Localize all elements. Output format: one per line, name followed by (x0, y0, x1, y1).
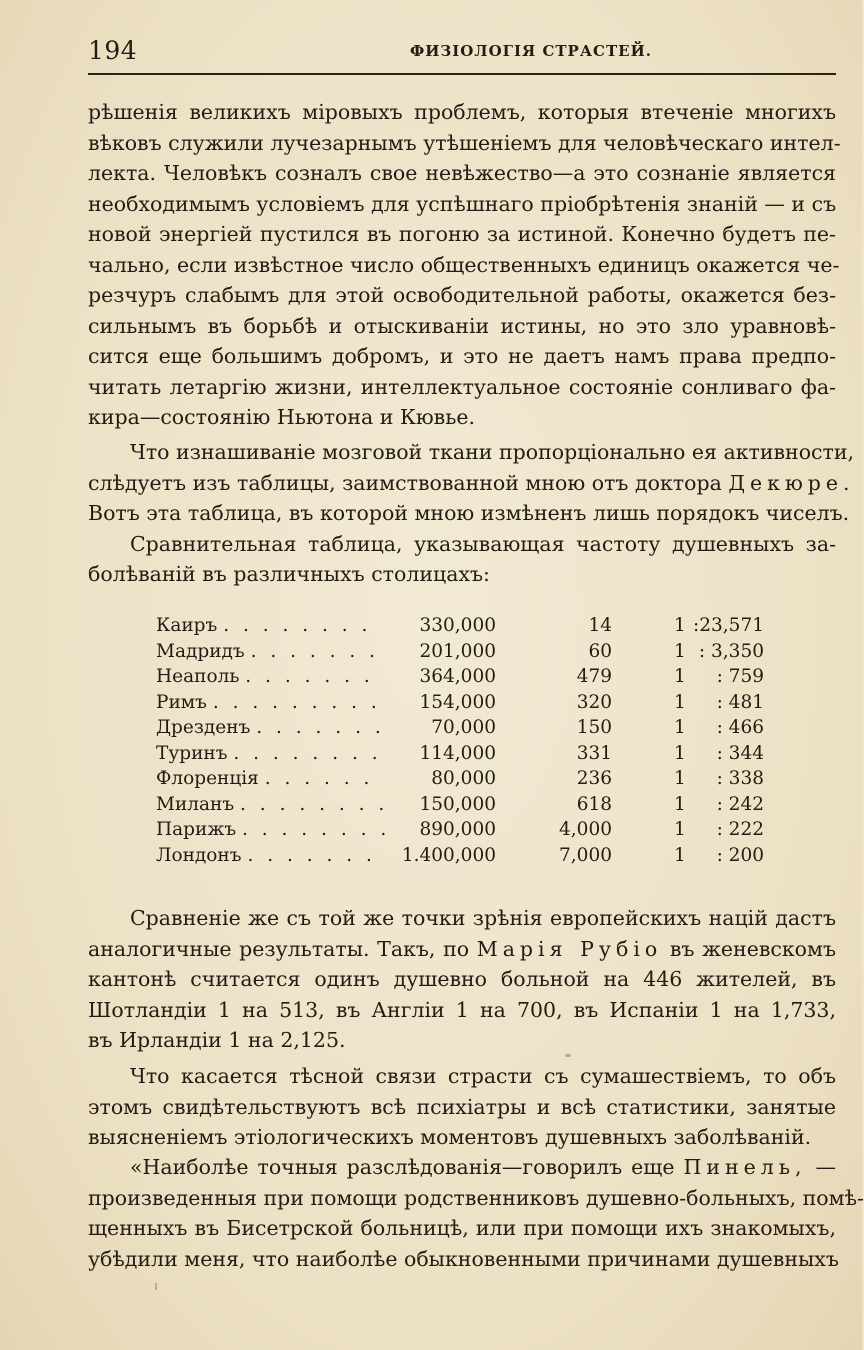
text-fragment: аналогичные результаты. Такъ, по (88, 936, 477, 961)
ratio-cell: : 344 (716, 742, 764, 764)
author-name-pinel: Пинель, (683, 1155, 807, 1179)
leader-dots: . . . . . . . (250, 640, 380, 662)
ratio-one-cell: 1 (674, 691, 686, 713)
ratio-cell: : 338 (716, 768, 764, 789)
cases-cell: 4,000 (559, 819, 612, 840)
text-line: вѣковъ служили лучезарнымъ утѣшеніемъ для человѣческаго интел- (88, 130, 841, 155)
ratio-one-cell: 1 (674, 819, 686, 840)
text-line: щенныхъ въ Бисетрской больницѣ, или при помощи ихъ знакомыхъ, (88, 1216, 836, 1240)
city-name: Неаполь (156, 666, 240, 687)
cases-cell: 150 (576, 717, 612, 738)
table-row (156, 641, 796, 667)
text-line (88, 468, 855, 499)
text-line: кира—состоянію Ньютона и Кювье. (88, 405, 476, 429)
running-title: ФИЗІОЛОГІЯ СТРАСТЕЙ. (410, 42, 652, 60)
cases-cell: 236 (576, 768, 612, 789)
leader-dots: . . . . . . . (256, 717, 385, 738)
population-cell: 154,000 (419, 691, 496, 713)
population-cell: 114,000 (419, 742, 496, 764)
text-line: кантонѣ считается одинъ душевно больной на 446 жителей, въ (88, 967, 836, 991)
ratio-cell: : 481 (716, 691, 764, 713)
city-name: Мадридъ (156, 640, 245, 662)
ratio-one-cell: 1 (674, 844, 686, 866)
text-line: резчуръ слабымъ для этой освободительной работы, окажется без- (88, 283, 836, 307)
text-line (88, 934, 836, 965)
table-caption: Сравнительная таблица, указывающая частоту душевныхъ за- (130, 531, 836, 556)
ratio-cell: : 200 (716, 844, 764, 866)
text-fragment: слѣдуетъ изъ таблицы, заимствованной мною отъ доктора (88, 470, 729, 495)
text-line (88, 1152, 836, 1183)
city-cell (156, 615, 401, 636)
city-cell (156, 641, 401, 662)
author-name-dekure: Декюре. (728, 470, 855, 495)
city-name: Каиръ (156, 615, 218, 636)
text-line: Вотъ эта таблица, въ которой мною измѣненъ лишь порядокъ чиселъ. (88, 501, 850, 525)
text-line: чально, если извѣстное число общественныхъ единицъ окажется че- (88, 252, 840, 277)
population-cell: 80,000 (431, 768, 496, 789)
text-fragment: въ женевскомъ (662, 936, 837, 961)
cases-cell: 7,000 (559, 844, 612, 866)
table-row (156, 743, 796, 769)
text-line: Что касается тѣсной связи страсти съ сумашествіемъ, то объ (130, 1064, 836, 1088)
paragraph-2 (88, 437, 855, 590)
cases-cell: 14 (588, 615, 612, 636)
population-cell: 201,000 (419, 640, 496, 662)
asylum-statistics-table (156, 615, 796, 870)
header-rule (88, 73, 836, 75)
population-cell: 330,000 (419, 615, 496, 636)
table-row (156, 794, 796, 820)
population-cell: 890,000 (419, 819, 496, 840)
table-row (156, 717, 796, 743)
city-name: Миланъ (156, 793, 235, 815)
ratio-cell: : 242 (716, 793, 764, 815)
leader-dots: . . . . . . . . (233, 742, 382, 764)
city-name: Флоренція (156, 768, 259, 789)
table-row (156, 845, 796, 871)
text-fragment: «Наиболѣе точныя разслѣдованія—говорилъ еще (130, 1155, 684, 1179)
ratio-one-cell: 1 (674, 768, 686, 789)
text-line: новой энергіей пустился въ погоню за истиной. Конечно будетъ пе- (88, 222, 836, 246)
city-name: Лондонъ (156, 844, 242, 866)
paragraph-3 (88, 903, 836, 1056)
population-cell: 70,000 (431, 717, 496, 738)
page-number: 194 (88, 36, 138, 65)
paragraph-1 (88, 97, 841, 433)
city-cell (156, 794, 401, 815)
city-cell (156, 717, 401, 738)
leader-dots: . . . . . . . . . (212, 691, 381, 713)
population-cell: 364,000 (419, 666, 496, 687)
ratio-cell: : 759 (716, 666, 764, 687)
ratio-one-cell: 1 (674, 666, 686, 687)
text-line: произведенныя при помощи родственниковъ душевно-больныхъ, помѣ- (88, 1185, 864, 1210)
table-caption: болѣваній въ различныхъ столицахъ: (88, 562, 490, 586)
text-line: читать летаргію жизни, интеллектуальное состояніе сонливаго фа- (88, 374, 836, 399)
leader-dots: . . . . . . . . (223, 615, 372, 636)
ratio-cell: :23,571 (693, 615, 764, 636)
table-row (156, 666, 796, 692)
city-name: Туринъ (156, 742, 228, 764)
city-cell (156, 743, 401, 764)
text-line: рѣшенія великихъ міровыхъ проблемъ, которыя втеченіе многихъ (88, 100, 836, 124)
ratio-one-cell: 1 (674, 742, 686, 764)
text-line: Сравненіе же съ той же точки зрѣнія европейскихъ націй дастъ (130, 906, 836, 930)
text-line: выясненіемъ этіологическихъ моментовъ душевныхъ заболѣваній. (88, 1125, 812, 1149)
text-line: лекта. Человѣкъ созналъ свое невѣжество—а это сознаніе является (88, 161, 836, 185)
ratio-one-cell: 1 (674, 793, 686, 815)
population-cell: 150,000 (419, 793, 496, 815)
leader-dots: . . . . . . . (245, 666, 374, 687)
text-line: Что изнашиваніе мозговой ткани пропорціонально ея активности, (130, 440, 855, 464)
cases-cell: 331 (576, 742, 612, 764)
city-name: Римъ (156, 691, 207, 713)
city-cell (156, 845, 401, 866)
text-line: сильнымъ въ борьбѣ и отыскиваніи истины, но это зло уравновѣ- (88, 313, 836, 338)
leader-dots: . . . . . . . . (240, 793, 389, 815)
text-line: убѣдили меня, что наиболѣе обыкновенными причинами душевныхъ (88, 1246, 839, 1271)
city-cell (156, 819, 401, 840)
table-row (156, 615, 796, 641)
page-header (88, 30, 836, 70)
text-line: необходимымъ условіемъ для успѣшнаго пріобрѣтенія знаній — и съ (88, 191, 837, 216)
leader-dots: . . . . . . . . (242, 819, 391, 840)
text-line: Шотландіи 1 на 513, въ Англіи 1 на 700, въ Испаніи 1 на 1,733, (88, 997, 836, 1022)
paragraph-5 (88, 1152, 864, 1274)
cases-cell: 320 (576, 691, 612, 713)
city-name: Дрезденъ (156, 717, 251, 738)
leader-dots: . . . . . . (264, 768, 374, 789)
ratio-one-cell: 1 (674, 640, 686, 662)
table-row (156, 768, 796, 794)
city-name: Парижъ (156, 819, 237, 840)
leader-dots: . . . . . . . (247, 844, 376, 866)
text-line: этомъ свидѣтельствуютъ всѣ психіатры и всѣ статистики, занятые (88, 1094, 836, 1119)
paragraph-4 (88, 1061, 836, 1153)
city-cell (156, 768, 401, 789)
paper-mark (155, 1283, 157, 1290)
author-name-rubio: Марія Рубіо (476, 936, 663, 961)
cases-cell: 60 (588, 640, 612, 662)
city-cell (156, 666, 401, 687)
ratio-one-cell: 1 (674, 615, 686, 636)
ratio-cell: : 222 (716, 819, 764, 840)
text-line: въ Ирландіи 1 на 2,125. (88, 1028, 346, 1052)
cases-cell: 479 (576, 666, 612, 687)
paper-speck (565, 1054, 571, 1057)
table-row (156, 692, 796, 718)
table-row (156, 819, 796, 845)
text-line: сится еще большимъ добромъ, и это не даетъ намъ права предпо- (88, 344, 836, 368)
ratio-one-cell: 1 (674, 717, 686, 738)
cases-cell: 618 (576, 793, 612, 815)
population-cell: 1.400,000 (401, 844, 496, 866)
ratio-cell: : 466 (716, 717, 764, 738)
ratio-cell: : 3,350 (698, 640, 764, 662)
city-cell (156, 692, 401, 713)
text-fragment: — (806, 1155, 836, 1179)
